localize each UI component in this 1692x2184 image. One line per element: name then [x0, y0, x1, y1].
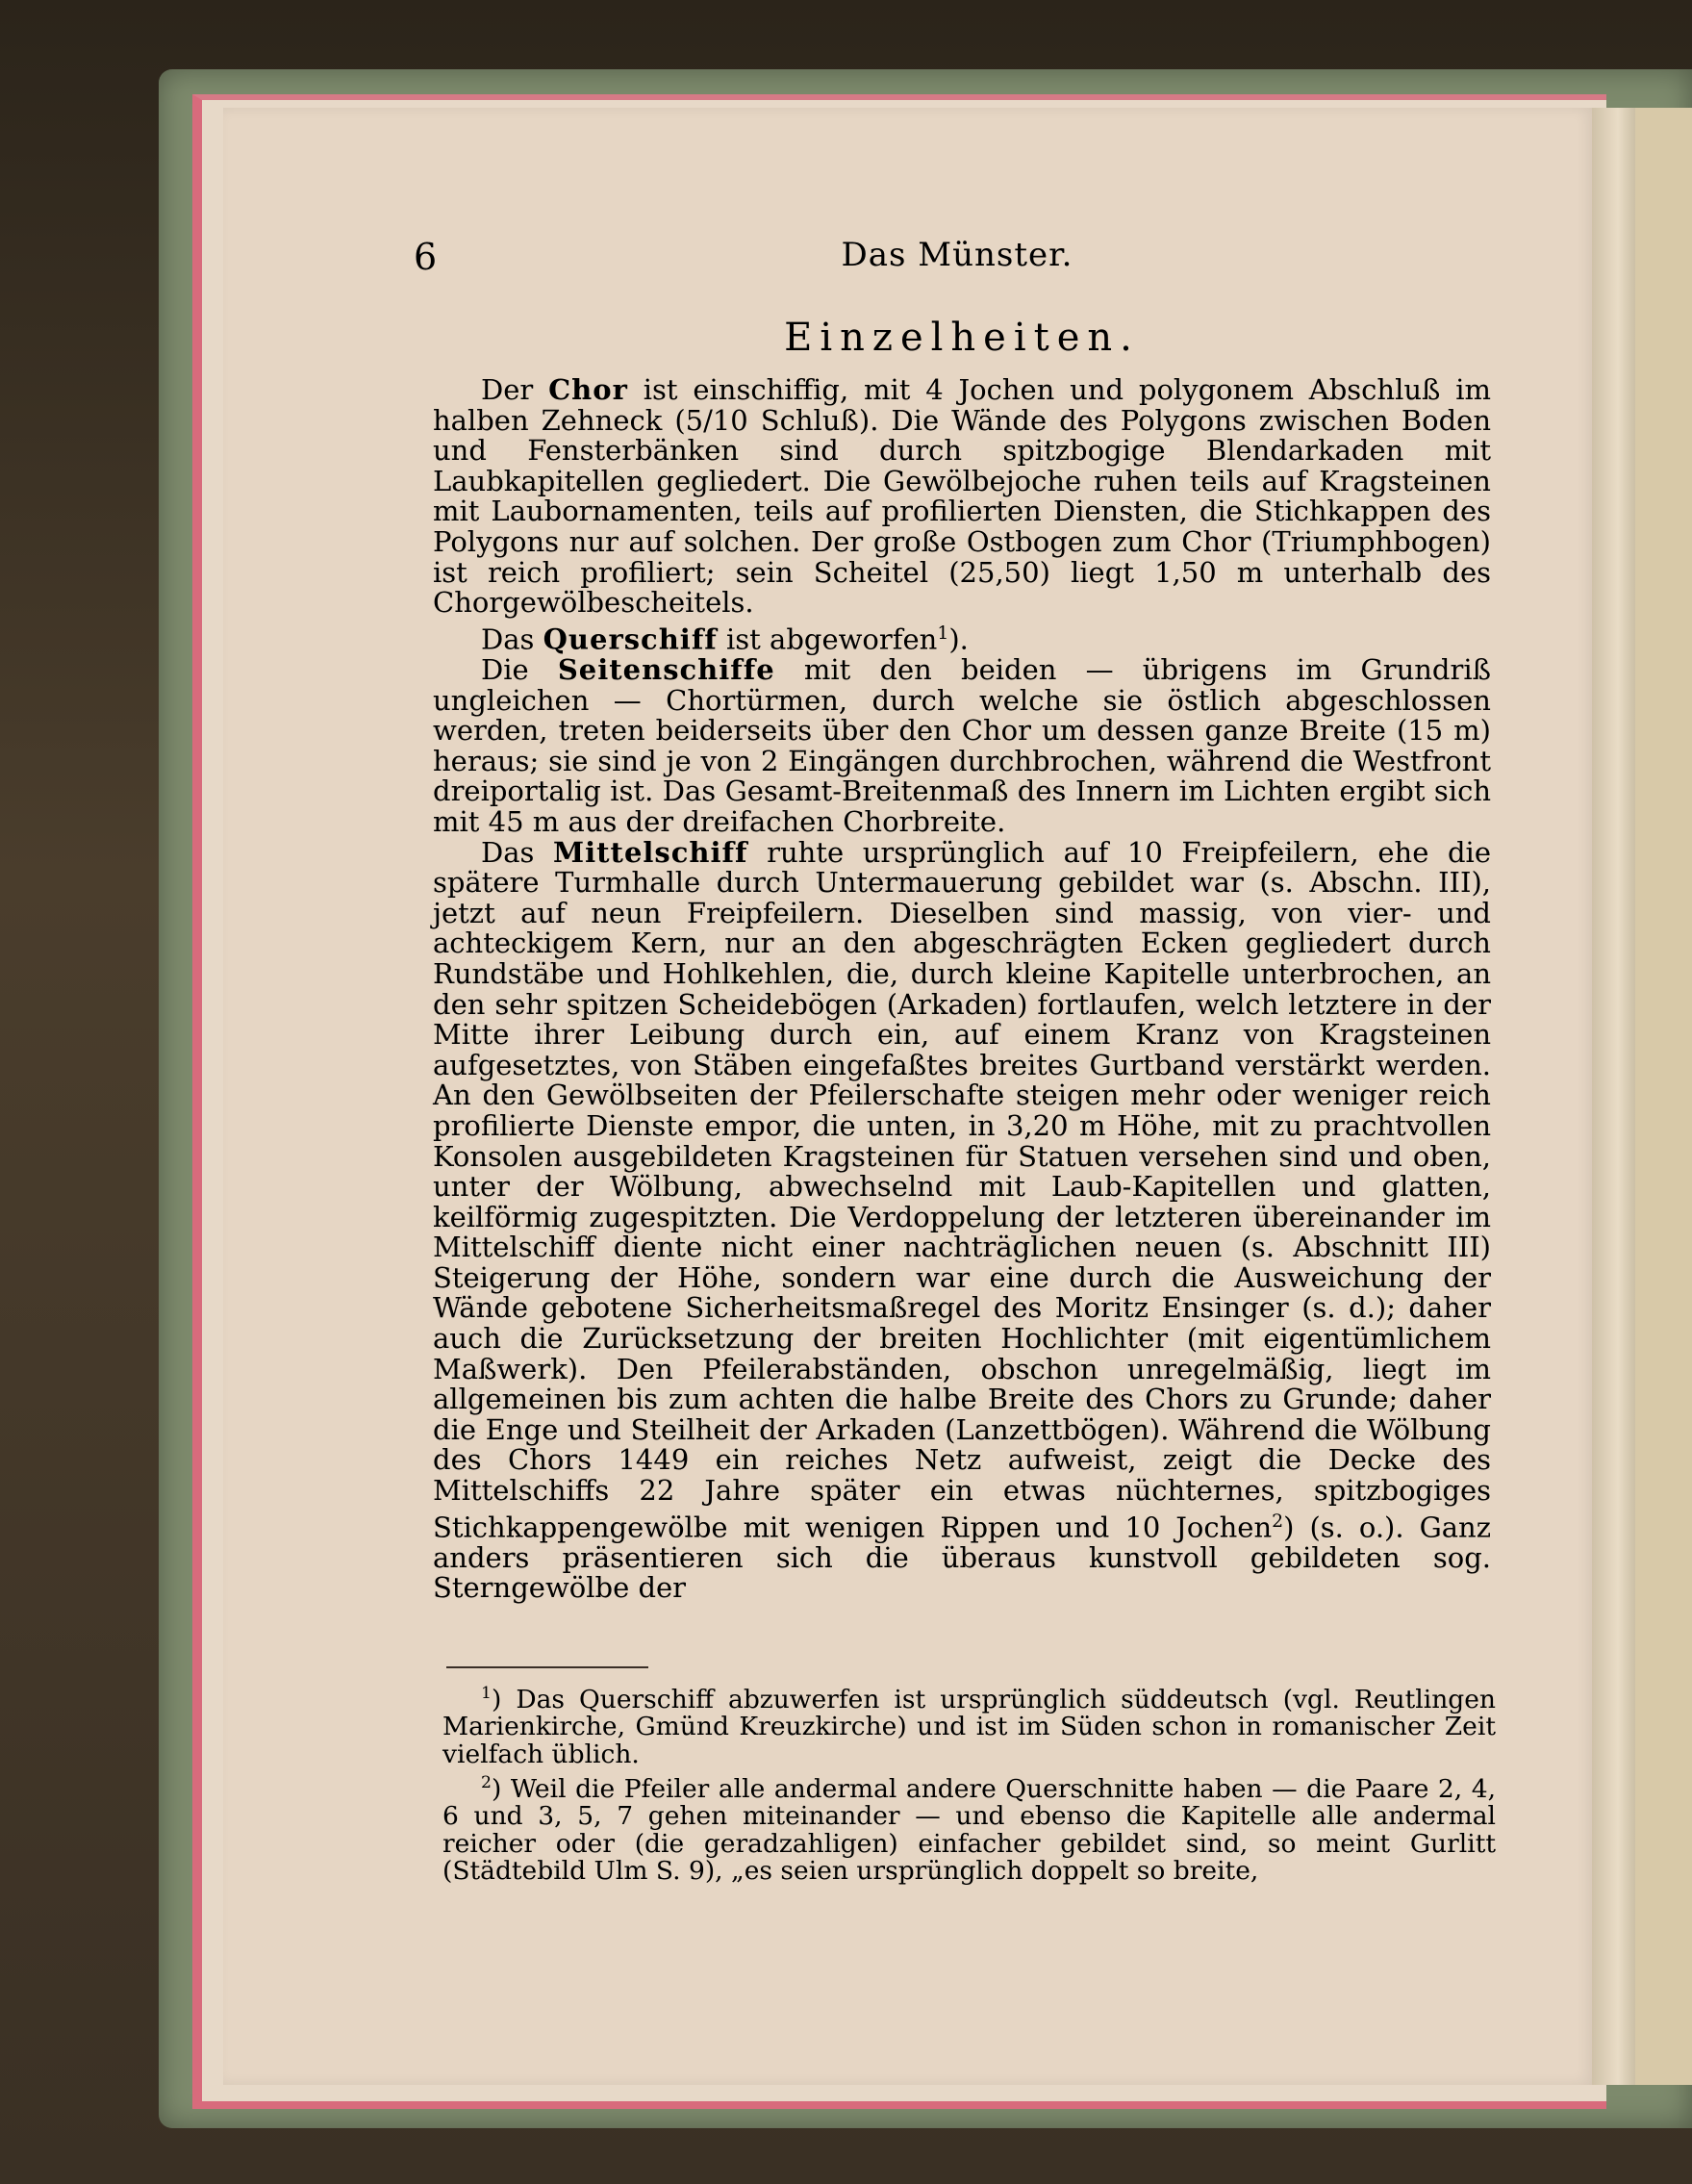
term-mittelschiff: Mittelschiff — [553, 835, 748, 869]
footnotes — [442, 1680, 1496, 1886]
text-run: ist abgeworfen — [717, 622, 938, 656]
text-run: Die — [481, 653, 558, 686]
running-head — [414, 236, 1501, 284]
book-gutter — [1592, 108, 1635, 2085]
term-chor: Chor — [548, 373, 628, 406]
footnote-ref-2: 2 — [1272, 1511, 1284, 1532]
term-seitenschiffe: Seitenschiffe — [557, 653, 775, 686]
paragraph-seitenschiffe — [433, 655, 1491, 838]
footnote-text: ) Das Querschiff abzuwerfen ist ursprünglich süddeutsch (vgl. Reutlingen Marienkirche, Gmünd Kreuzkirche) und ist im Süden schon in romanischer Zeit vielfach üblich. — [442, 1684, 1496, 1770]
text-run: ) (s. o.). Ganz anders präsentieren sich die überaus kunstvoll gebildeten sog. Sterngewölbe der — [433, 1511, 1491, 1605]
paragraph-mittelschiff — [433, 835, 1491, 1605]
body-text — [433, 375, 1491, 1604]
text-run: ist einschiffig, mit 4 Jochen und polygonem Abschluß im halben Zehneck (5/10 Schluß). Die Wände des Polygons zwischen Boden und Fensterbänken sind durch spitzbogige Blendarkaden mit Laubkapitellen gegliedert. Die Gewölbejoche ruhen teils auf Kragsteinen mit Laubornamenten, teils auf profilierten Diensten, die Stichkappen des Polygons nur auf solchen. Der große Ostbogen zum Chor (Triumphbogen) ist reich profiliert; sein Scheitel (25,50) liegt 1,50 m unterhalb des Chorgewölbescheitels. — [433, 373, 1491, 620]
paragraph-chor — [433, 375, 1491, 619]
text-run: Das — [481, 622, 543, 656]
footnote-rule — [446, 1666, 648, 1668]
footnote-2 — [442, 1769, 1496, 1886]
footnote-1 — [442, 1680, 1496, 1769]
running-title: Das Münster. — [841, 236, 1073, 274]
footnote-mark: 1 — [481, 1684, 492, 1703]
text-run: ruhte ursprünglich auf 10 Freipfeilern, ehe die spätere Turmhalle durch Untermauerung gebildet war (s. Abschn. III), jetzt auf neun Freipfeilern. Dieselben sind massig, von vier- und achteckigem Kern, nur an den abgeschrägten Ecken gegliedert durch Rundstäbe und Hohlkehlen, die, durch kleine Kapitelle unterbrochen, an den sehr spitzen Scheidebögen (Arkaden) fortlaufen, welch letztere in der Mitte ihrer Leibung durch ein, auf einem Kranz von Kragsteinen aufgesetztes, von Stäben eingefaßtes breites Gurtband verstärkt werden. An den Gewölbseiten der Pfeilerschafte steigen mehr oder weniger reich profilierte Dienste empor, die unten, in 3,20 m Höhe, mit zu prachtvollen Konsolen ausgebildeten Kragsteinen für Statuen versehen sind und oben, unter der Wölbung, abwechselnd mit Laub-Kapitellen und glatten, keilförmig zugespitzten. Die Verdoppelung der letzteren übereinander im Mittelschiff diente nicht einer nachträglichen neuen (s. Abschnitt III) Steigerung der Höhe, sondern war eine durch die Ausweichung der Wände gebotene Sicherheitsmaßregel des Moritz Ensinger (s. d.); daher auch die Zurücksetzung der breiten Hochlichter (mit eigentümlichem Maßwerk). Den Pfeilerabständen, obschon unregelmäßig, liegt im allgemeinen bis zum achten die halbe Breite des Chors zu Grunde; daher die Enge und Steilheit der Arkaden (Lanzettbögen). Während die Wölbung des Chors 1449 ein reiches Netz aufweist, zeigt die Decke des Mittelschiffs 22 Jahre später ein etwas nüchternes, spitzbogiges Stichkappengewölbe mit wenigen Rippen und 10 Jochen — [433, 835, 1491, 1544]
footnote-mark: 2 — [481, 1772, 492, 1792]
paragraph-querschiff — [433, 619, 1491, 655]
facing-page-edge — [1635, 108, 1692, 2085]
text-run: Das — [481, 835, 554, 869]
text-run: ). — [948, 622, 969, 656]
page-number: 6 — [414, 236, 438, 278]
footnote-text: ) Weil die Pfeiler alle andermal andere Querschnitte haben — die Paare 2, 4, 6 und 3, 5, 7 gehen miteinander — und ebenso die Kapitelle alle andermal reicher oder (die geradzahligen) einfacher gebildet sind, so meint Gurlitt (Städtebild Ulm S. 9), „es seien ursprünglich doppelt so breite, — [442, 1773, 1496, 1887]
footnote-ref-1: 1 — [937, 622, 949, 644]
text-run: mit den beiden — übrigens im Grundriß ungleichen — Chortürmen, durch welche sie östlich abgeschlossen werden, treten beiderseits über den Chor um dessen ganze Breite (15 m) heraus; sie sind je von 2 Eingängen durchbrochen, während die Westfront dreiportalig ist. Das Gesamt-Breitenmaß des Innern im Lichten ergibt sich mit 45 m aus der dreifachen Chorbreite. — [433, 653, 1491, 838]
term-querschiff: Querschiff — [543, 622, 718, 656]
section-heading: Einzelheiten. — [784, 316, 1140, 360]
text-run: Der — [481, 373, 549, 406]
